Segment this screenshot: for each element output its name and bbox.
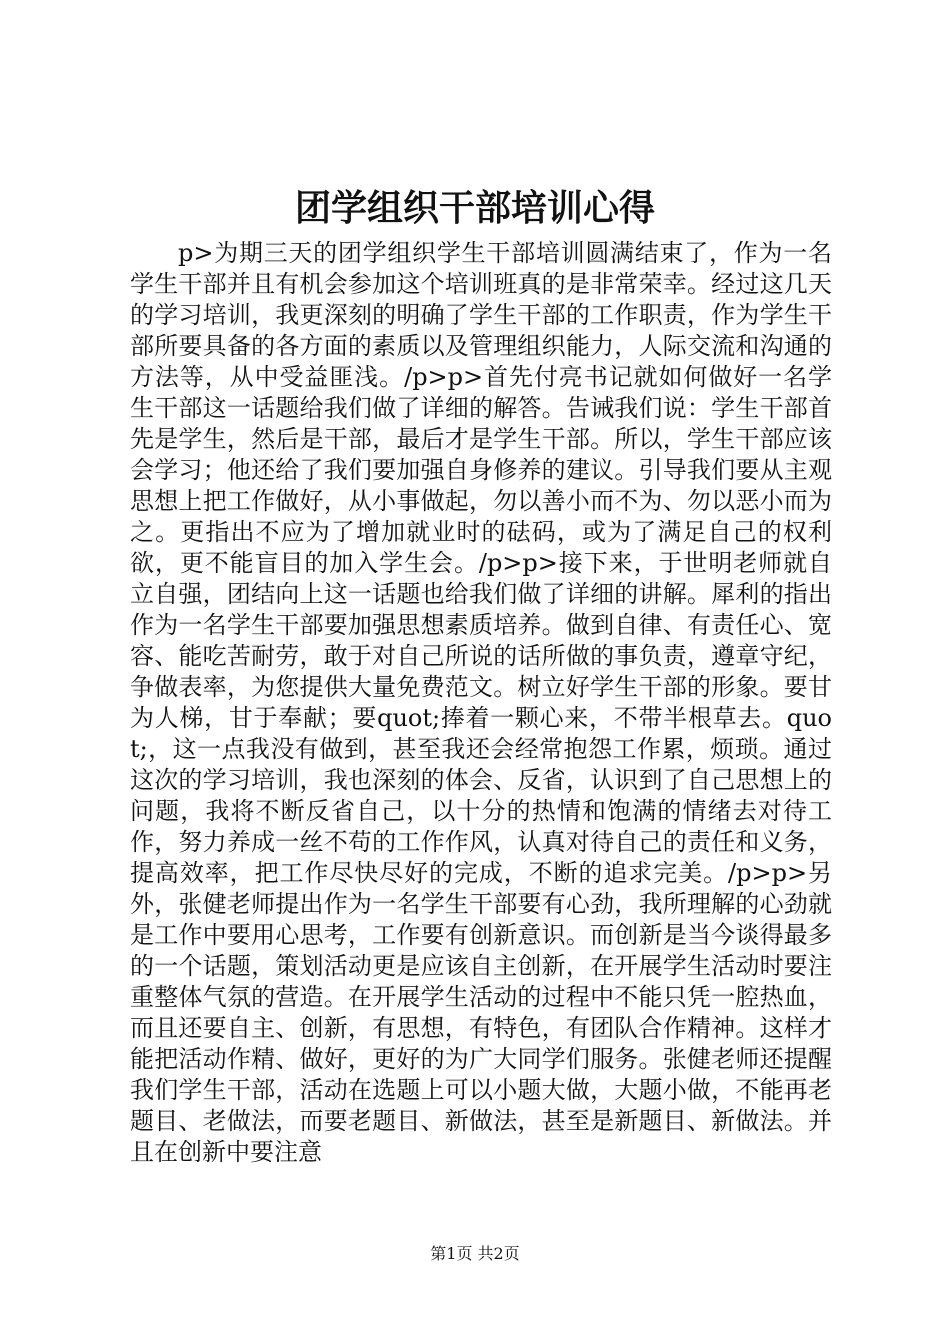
document-body-text: p>为期三天的团学组织学生干部培训圆满结束了，作为一名学生干部并且有机会参加这个培训班真的是非常荣幸。经过这几天的学习培训，我更深刻的明确了学生干部的工作职责，作为学生干部所要具备的各方面的素质以及管理组织能力，人际交流和沟通的方法等，从中受益匪浅。/p>p>首先付亮书记就如何做好一名学生干部这一话题给我们做了详细的解答。告诫我们说：学生干部首先是学生，然后是干部，最后才是学生干部。所以，学生干部应该会学习；他还给了我们要加强自身修养的建议。引导我们要从主观思想上把工作做好，从小事做起，勿以善小而不为、勿以恶小而为之。更指出不应为了增加就业时的砝码，或为了满足自己的权利欲，更不能盲目的加入学生会。/p>p>接下来，于世明老师就自立自强，团结向上这一话题也给我们做了详细的讲解。犀利的指出作为一名学生干部要加强思想素质培养。做到自律、有责任心、宽容、能吃苦耐劳，敢于对自己所说的话所做的事负责，遵章守纪，争做表率，为您提供大量免费范文。树立好学生干部的形象。要甘为人梯，甘于奉献；要quot;捧着一颗心来，不带半根草去。quot;，这一点我没有做到，甚至我还会经常抱怨工作累，烦琐。通过这次的学习培训，我也深刻的体会、反省，认识到了自己思想上的问题，我将不断反省自己，以十分的热情和饱满的情绪去对待工作，努力养成一丝不苟的工作作风，认真对待自己的责任和义务，提高效率，把工作尽快尽好的完成，不断的追求完美。/p>p>另外，张健老师提出作为一名学生干部要有心劲，我所理解的心劲就是工作中要用心思考，工作要有创新意识。而创新是当今谈得最多的一个话题，策划活动更是应该自主创新，在开展学生活动时要注重整体气氛的营造。在开展学生活动的过程中不能只凭一腔热血，而且还要自主、创新，有思想，有特色，有团队合作精神。这样才能把活动作精、做好，更好的为广大同学们服务。张健老师还提醒我们学生干部，活动在选题上可以小题大做，大题小做，不能再老题目、老做法，而要老题目、新做法，甚至是新题目、新做法。并且在创新中要注意	[130, 239, 832, 1166]
document-title: 团学组织干部培训心得	[294, 187, 655, 229]
page-number-footer: 第1页 共2页	[430, 1244, 520, 1263]
